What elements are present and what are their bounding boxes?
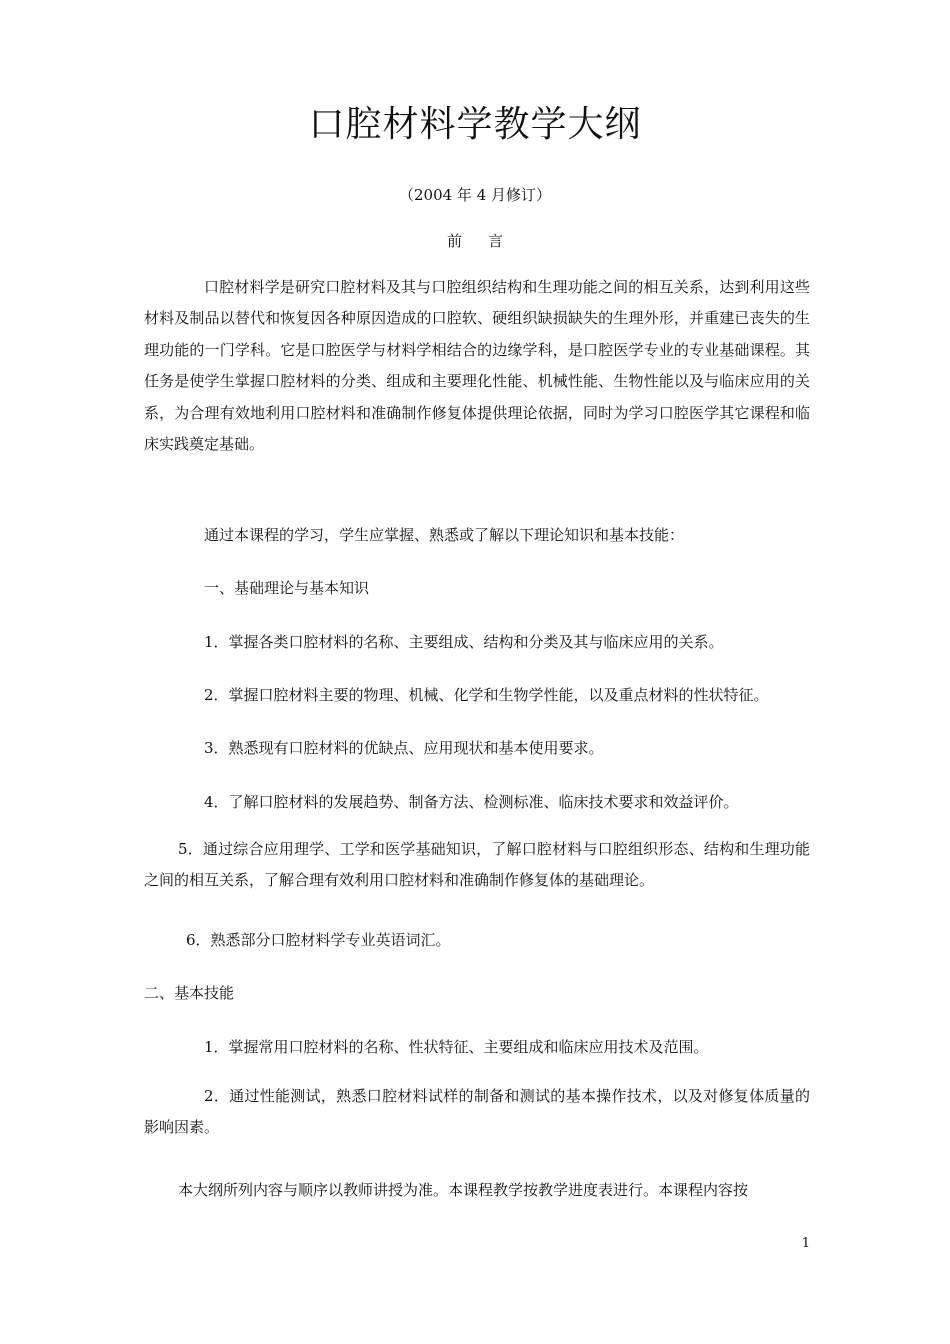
section1-item-6: 6．熟悉部分口腔材料学专业英语词汇。 <box>186 931 451 949</box>
section2-item-2: 2．通过性能测试，熟悉口腔材料试样的制备和测试的基本操作技术，以及对修复体质量的影响因素。 <box>144 1087 810 1137</box>
section1-item-4: 4．了解口腔材料的发展趋势、制备方法、检测标准、临床技术要求和效益评价。 <box>204 793 739 811</box>
revision-note: （2004 年 4 月修订） <box>398 186 552 204</box>
objectives-intro: 通过本课程的学习，学生应掌握、熟悉或了解以下理论知识和基本技能： <box>204 526 685 544</box>
section2-item-1: 1．掌握常用口腔材料的名称、性状特征、主要组成和临床应用技术及范围。 <box>204 1038 709 1056</box>
preface-heading: 前言 <box>446 232 529 250</box>
section1-heading: 一、基础理论与基本知识 <box>204 579 370 597</box>
closing-paragraph: 本大纲所列内容与顺序以教师讲授为准。本课程教学按教学进度表进行。本课程内容按 <box>178 1181 749 1199</box>
section1-item-2: 2．掌握口腔材料主要的物理、机械、化学和生物学性能，以及重点材料的性状特征。 <box>204 686 769 704</box>
page-number: 1 <box>801 1236 810 1251</box>
intro-paragraph: 口腔材料学是研究口腔材料及其与口腔组织结构和生理功能之间的相互关系，达到利用这些材料及制品以替代和恢复因各种原因造成的口腔软、硬组织缺损缺失的生理外形，并重建已丧失的生理功能的一门学科。它是口腔医学与材料学相结合的边缘学科，是口腔医学专业的专业基础课程。其任务是使学生掌握口腔材料的分类、组成和主要理化性能、机械性能、生物性能以及与临床应用的关系，为合理有效地利用口腔材料和准确制作修复体提供理论依据，同时为学习口腔医学其它课程和临床实践奠定基础。 <box>144 278 810 454</box>
page-title: 口腔材料学教学大纲 <box>308 104 642 145</box>
section1-item-5: 5．通过综合应用理学、工学和医学基础知识，了解口腔材料与口腔组织形态、结构和生理功能之间的相互关系，了解合理有效利用口腔材料和准确制作修复体的基础理论。 <box>144 840 810 890</box>
section1-item-3: 3．熟悉现有口腔材料的优缺点、应用现状和基本使用要求。 <box>204 739 604 757</box>
section2-heading: 二、基本技能 <box>144 984 235 1002</box>
section1-item-1: 1．掌握各类口腔材料的名称、主要组成、结构和分类及其与临床应用的关系。 <box>204 633 724 651</box>
